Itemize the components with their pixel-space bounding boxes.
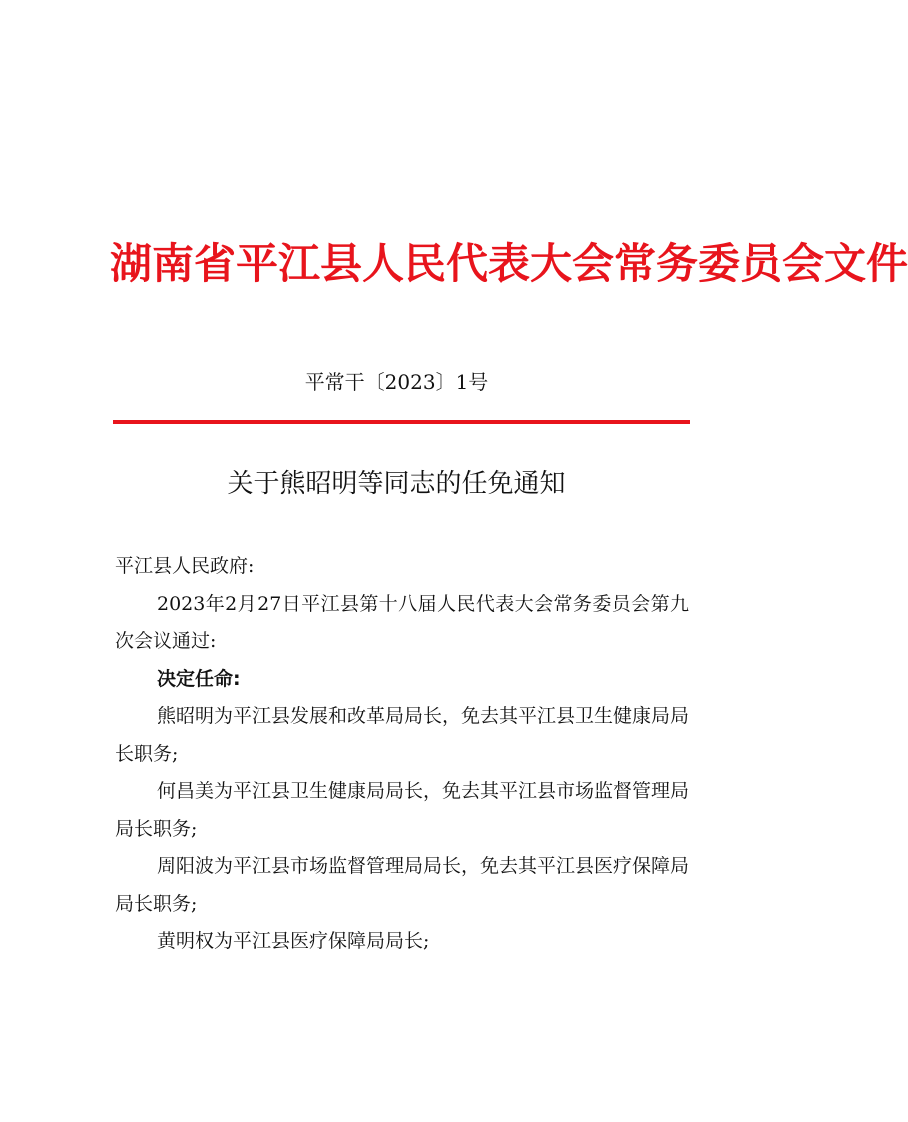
document-body bbox=[115, 548, 689, 961]
paragraph-meeting: 2023年2月27日平江县第十八届人民代表大会常务委员会第九次会议通过: bbox=[115, 592, 689, 652]
document-number: 平常干〔2023〕1号 bbox=[304, 370, 489, 394]
paragraph-appointment: 何昌美为平江县卫生健康局局长，免去其平江县市场监督管理局局长职务; bbox=[115, 780, 690, 840]
paragraph-appointment: 熊昭明为平江县发展和改革局局长，免去其平江县卫生健康局局长职务; bbox=[115, 705, 690, 765]
addressee: 平江县人民政府: bbox=[115, 555, 255, 577]
paragraph-appointment: 黄明权为平江县医疗保障局局长; bbox=[157, 930, 430, 952]
paragraph-decision-heading: 决定任命: bbox=[157, 667, 241, 690]
masthead-title: 湖南省平江县人民代表大会常务委员会文件 bbox=[110, 239, 908, 288]
paragraph-appointment: 周阳波为平江县市场监督管理局局长，免去其平江县医疗保障局局长职务; bbox=[115, 855, 690, 915]
notice-title: 关于熊昭明等同志的任免通知 bbox=[227, 469, 566, 499]
red-divider-line bbox=[113, 420, 690, 424]
